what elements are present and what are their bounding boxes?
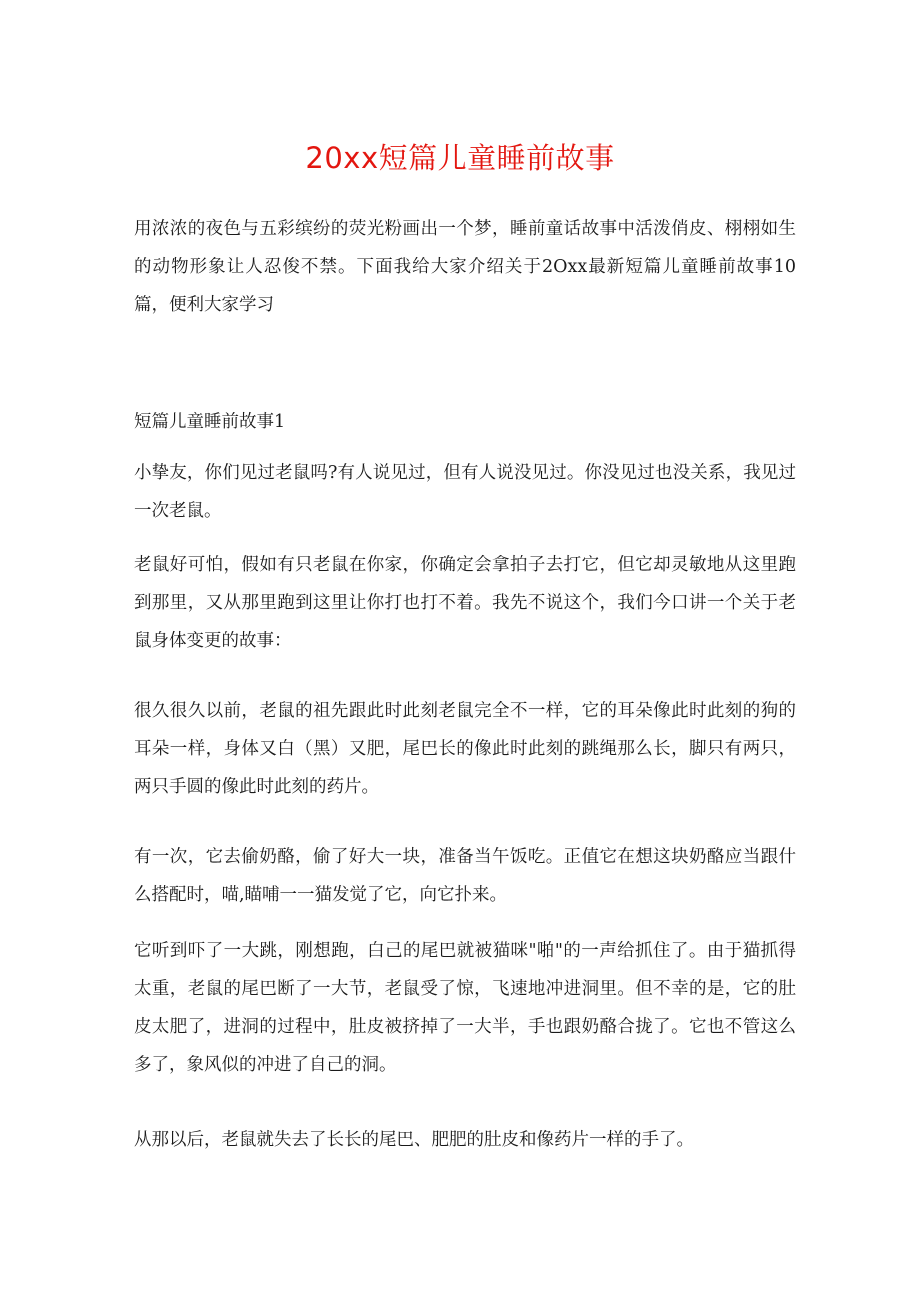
story-paragraph-2: 老鼠好可怕，假如有只老鼠在你家，你确定会拿拍子去打它，但它却灵敏地从这里跑到那里，又从那里跑到这里让你打也打不着。我先不说这个，我们今口讲一个关于老鼠身体变更的故事： xyxy=(134,555,796,651)
story-paragraph-6: 从那以后，老鼠就失去了长长的尾巴、肥肥的肚皮和像药片一样的手了。 xyxy=(134,1130,694,1150)
section-heading: 短篇儿童睡前故事1 xyxy=(134,412,286,432)
story-paragraph-4: 有一次，它去偷奶酪，偷了好大一块，准备当午饭吃。正值它在想这块奶酪应当跟什么搭配时，喵,瞄哺一一猫发觉了它，向它扑来。 xyxy=(134,847,796,905)
story-paragraph-3: 很久很久以前，老鼠的祖先跟此时此刻老鼠完全不一样，它的耳朵像此时此刻的狗的耳朵一样，身体又白（黑）又肥，尾巴长的像此时此刻的跳绳那么长，脚只有两只，两只手圆的像此时此刻的药片。 xyxy=(134,701,796,797)
story-paragraph-5: 它听到吓了一大跳，刚想跑，白己的尾巴就被猫咪"啪"的一声给抓住了。由于猫抓得太重，老鼠的尾巴断了一大节，老鼠受了惊，飞速地冲进洞里。但不幸的是，它的肚皮太肥了，进洞的过程中，肚皮被挤掉了一大半，手也跟奶酪合拢了。它也不管这么多了，象风似的冲进了自己的洞。 xyxy=(134,941,796,1075)
story-paragraph-1: 小挚友，你们见过老鼠吗?有人说见过，但有人说没见过。你没见过也没关系，我见过一次老鼠。 xyxy=(134,463,796,521)
document-title: 20xx短篇儿童睡前故事 xyxy=(305,141,615,175)
intro-paragraph: 用浓浓的夜色与五彩缤纷的荧光粉画出一个梦，睡前童话故事中活泼俏皮、栩栩如生的动物形象让人忍俊不禁。下面我给大家介绍关于2Oxx最新短篇儿童睡前故事10篇，便利大家学习 xyxy=(134,219,796,315)
